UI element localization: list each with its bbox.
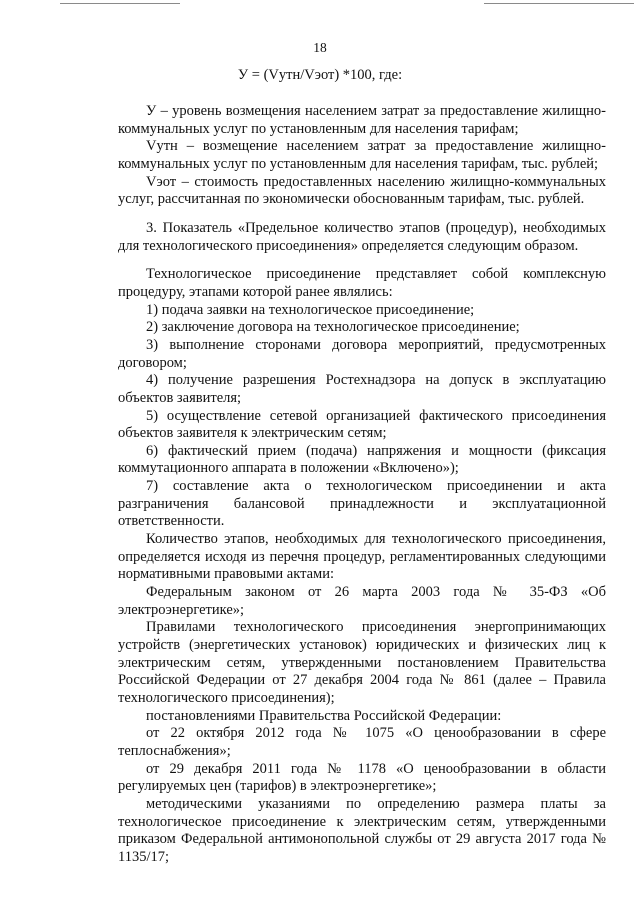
list-item-stage-2: 2) заключение договора на технологическое присоединение; [146, 319, 520, 336]
document-body [118, 103, 606, 867]
scan-edge-mark-right [484, 3, 634, 4]
list-item-connection-rules: Правилами технологического присоединения энергопринимающих устройств (энергетических установок) юридических и физических лиц к электрическим сетям, утвержденными постановлением Правительства Российской Федерации от 27 декабря 2004 года № 861 (далее – Правила технологического присоединения); [118, 619, 606, 706]
paragraph-indicator-3: 3. Показатель «Предельное количество этапов (процедур), необходимых для технологического присоединения» определяется следующим образом. [118, 219, 606, 254]
paragraph-tech-connection-intro: Технологическое присоединение представляет собой комплексную процедуру, этапами которой ранее являлись: [118, 266, 606, 300]
list-item-stage-5: 5) осуществление сетевой организацией фактического присоединения объектов заявителя к электрическим сетям; [118, 407, 606, 442]
page-number: 18 [313, 40, 327, 55]
list-item-resolution-1075: от 22 октября 2012 года № 1075 «О ценообразовании в сфере теплоснабжения»; [118, 725, 606, 759]
list-item-resolution-1178: от 29 декабря 2011 года № 1178 «О ценообразовании в области регулируемых цен (тарифов) в электроэнергетике»; [118, 760, 606, 795]
paragraph-definition-vutn: Vутн – возмещение населением затрат за предоставление жилищно-коммунальных услуг по установленным для населения тарифам, тыс. рублей; [118, 138, 606, 172]
list-item-government-resolutions: постановлениями Правительства Российской Федерации: [146, 707, 502, 724]
list-item-federal-law: Федеральным законом от 26 марта 2003 года № 35-ФЗ «Об электроэнергетике»; [118, 584, 606, 618]
scan-edge-mark-left [60, 3, 180, 4]
list-item-stage-1: 1) подача заявки на технологическое присоединение; [146, 301, 475, 318]
list-item-stage-6: 6) фактический прием (подача) напряжения и мощности (фиксация коммутационного аппарата в положении «Включено»); [118, 442, 606, 477]
list-item-methodical-guidelines: методическими указаниями по определению размера платы за технологическое присоединение к электрическим сетям, утвержденными приказом Федеральной антимонопольной службы от 29 августа 2017 года № 1135/17; [118, 795, 606, 865]
list-item-stage-3: 3) выполнение сторонами договора мероприятий, предусмотренных договором; [118, 336, 606, 371]
paragraph-definition-y: У – уровень возмещения населением затрат за предоставление жилищно-коммунальных услуг по установленным для населения тарифам; [118, 103, 606, 137]
paragraph-definition-veot: Vэот – стоимость предоставленных населению жилищно-коммунальных услуг, рассчитанная по экономически обоснованным тарифам, тыс. рублей. [118, 173, 606, 208]
list-item-stage-7: 7) составление акта о технологическом присоединении и акта разграничения балансовой принадлежности и эксплуатационной ответственности. [118, 478, 606, 530]
paragraph-stages-count: Количество этапов, необходимых для технологического присоединения, определяется исходя из перечня процедур, регламентированных следующими нормативными правовыми актами: [118, 531, 606, 583]
list-item-stage-4: 4) получение разрешения Ростехнадзора на допуск в эксплуатацию объектов заявителя; [118, 372, 606, 406]
formula: У = (Vутн/Vэот) *100, где: [237, 67, 403, 83]
